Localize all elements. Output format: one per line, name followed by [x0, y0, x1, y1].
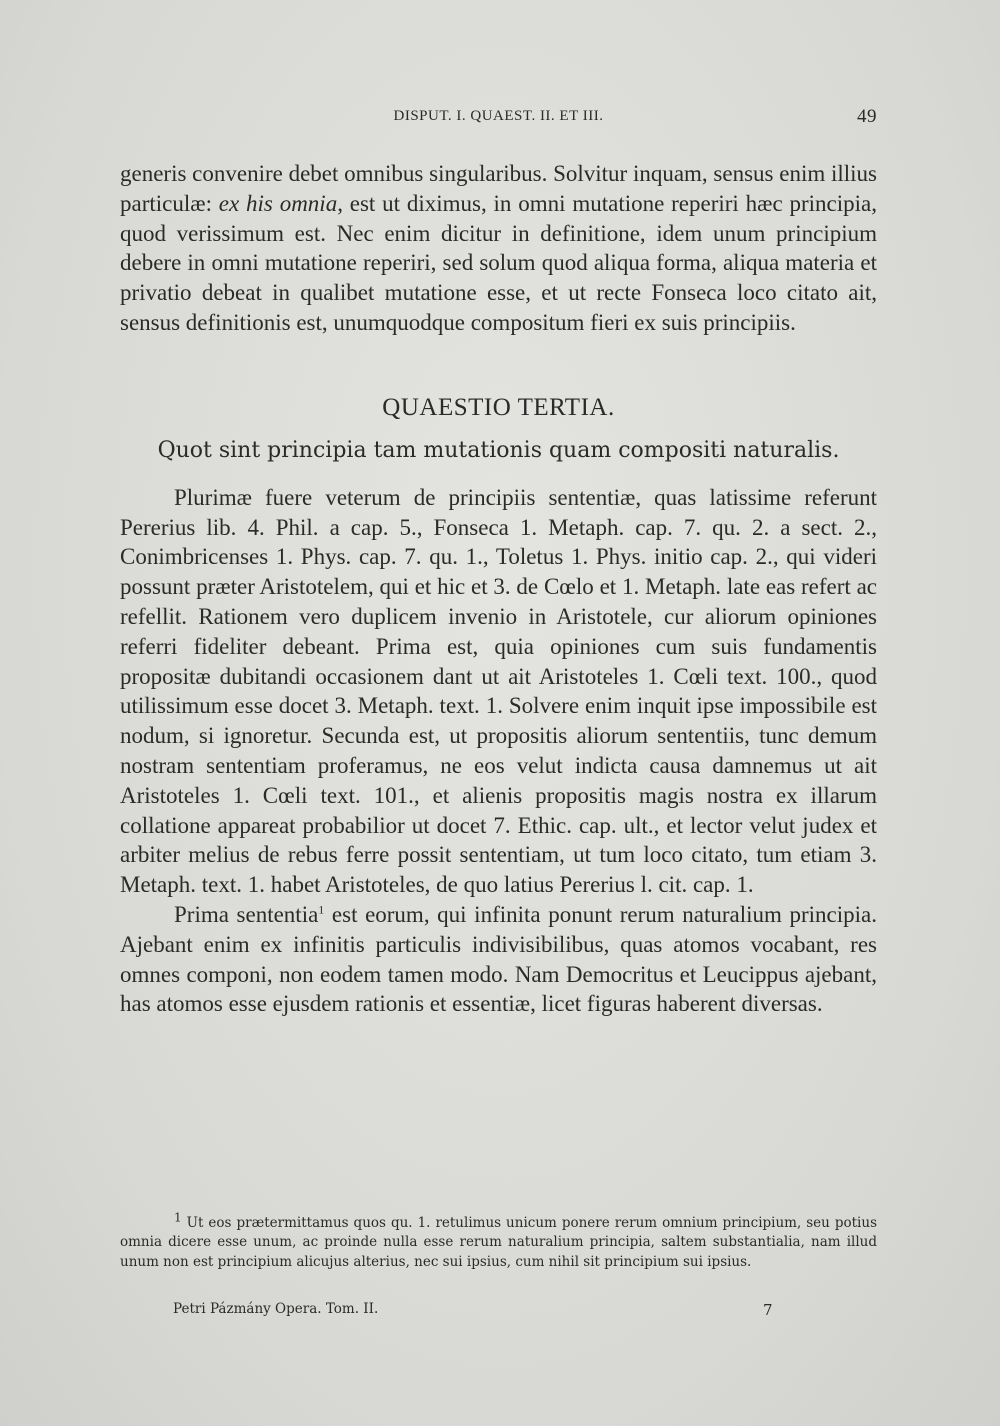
main-text [120, 159, 877, 1019]
paragraph-continuation [120, 159, 877, 338]
page-number: 49 [857, 106, 877, 127]
paragraph-first-opinion [120, 900, 877, 1019]
paragraph-text: generis convenire debet omnibus singularibus. Solvitur inquam, sensus enim illius particulæ: [120, 161, 877, 216]
page-footer [173, 1301, 773, 1317]
paragraph-text: , est ut diximus, in omni mutatione reperiri hæc principia, quod verissimum est. Nec enim dicitur in definitione, idem unum principium debere in omni mutatione reperiri, sed solum quod aliqua forma, aliqua materia et privatio debeat in qualibet mutatione esse, et ut recte Fonseca loco citato ait, sensus definitionis est, unumquodque compositum fieri ex suis principiis. [120, 190, 877, 335]
running-title: DISPUT. I. QUAEST. II. ET III. [393, 108, 604, 124]
footnote-reference: 1 [318, 902, 325, 917]
italic-quote: ex his omnia [218, 190, 338, 216]
imprint-line: Petri Pázmány Opera. Tom. II. [173, 1301, 379, 1317]
footnote [120, 1210, 877, 1272]
signature-mark: 7 [763, 1301, 773, 1319]
paragraph-text: Prima sententia [174, 901, 319, 927]
paragraph-text: est eorum, qui infinita ponunt rerum naturalium principia. Ajebant enim ex infinitis particulis indivisibilibus, quas atomos vocabant, res omnes componi, non eodem tamen modo. Nam Democritus et Leucippus ajebant, has atomos esse ejusdem rationis et essentiæ, licet figuras haberent diversas. [120, 901, 877, 1017]
paragraph-opinions: Plurimæ fuere veterum de principiis sententiæ, quas latissime referunt Pererius lib. 4. Phil. a cap. 5., Fonseca 1. Metaph. cap. 7. qu. 2. a sect. 2., Conimbricenses 1. Phys. cap. 7. qu. 1., Toletus 1. Phys. initio cap. 2., qui videri possunt præter Aristotelem, qui et hic et 3. de Cœlo et 1. Metaph. late eas refert ac refellit. Rationem vero duplicem invenio in Aristotele, cur aliorum opiniones referri fideliter debeant. Prima est, quia opiniones cum suis fundamentis propositæ dubitandi occasionem dant ut ait Aristoteles 1. Cœli text. 100., quod utilissimum esse docet 3. Metaph. text. 1. Solvere enim inquit ipse impossibile est nodum, si ignoretur. Secunda est, ut propositis aliorum sententiis, tunc demum nostram sententiam proferamus, ne eos velut indicta causa damnemus ut ait Aristoteles 1. Cœli text. 101., et alienis propositis magis nostra ex illarum collatione appareat probabilior ut docet 7. Ethic. cap. ult., et lector velut judex et arbiter melius de rebus ferre possit sententiam, ut tum loco citato, tum etiam 3. Metaph. text. 1. habet Aristoteles, de quo latius Pererius l. cit. cap. 1. [120, 484, 877, 898]
footnote-text: Ut eos prætermittamus quos qu. 1. retulimus unicum ponere rerum omnium principium, seu potius omnia dicere esse unum, ac proinde nulla esse rerum naturalium principia, saltem substantialia, nam illud unum non est principium alicujus alterius, nec sui ipsius, cum nihil sit principium sui ipsius. [120, 1215, 877, 1270]
footnote-marker: 1 [174, 1210, 182, 1225]
question-title: QUAESTIO TERTIA. [382, 393, 615, 421]
question-subtitle: Quot sint principia tam mutationis quam compositi naturalis. [157, 437, 840, 463]
